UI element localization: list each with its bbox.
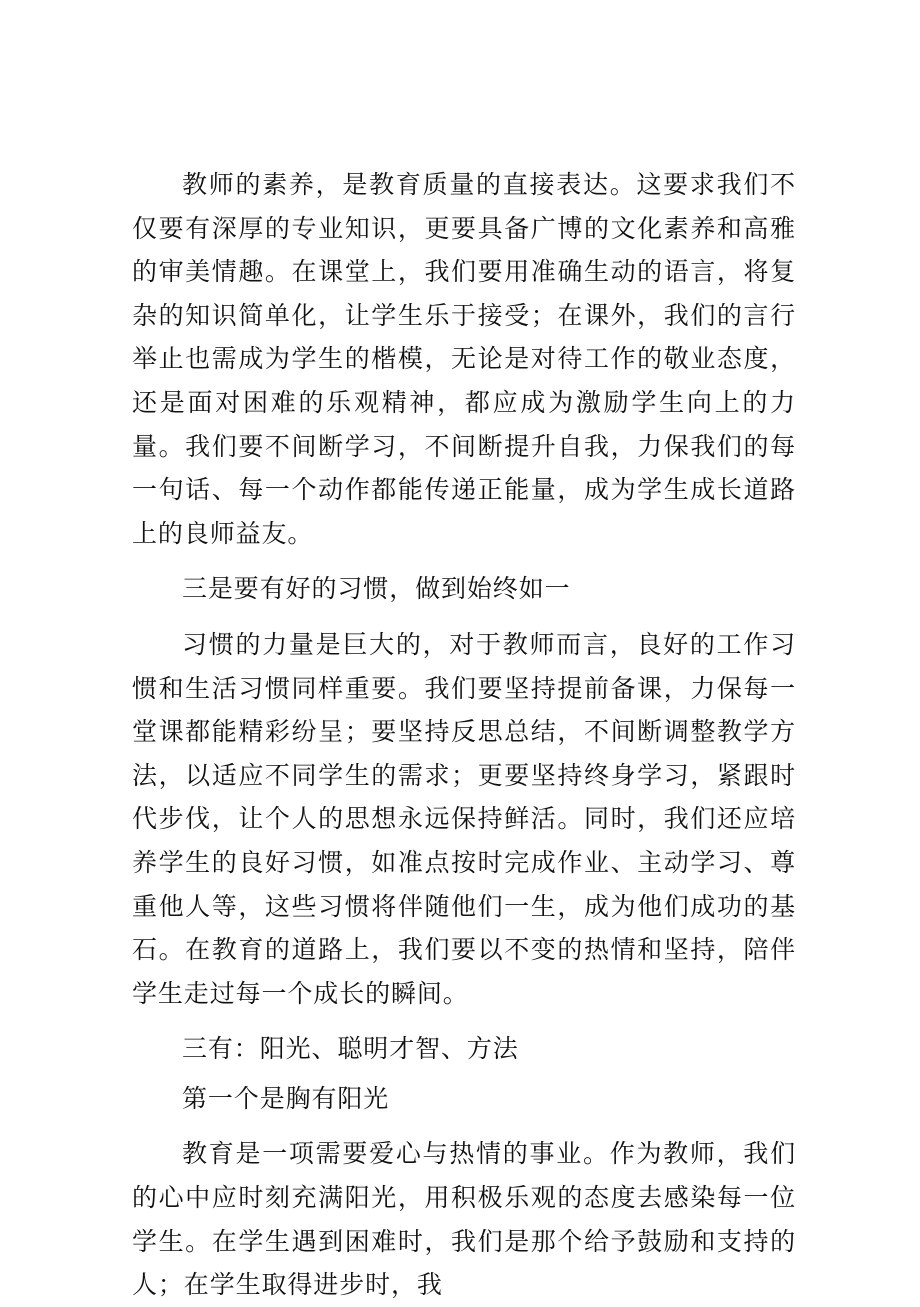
paragraph-gap <box>132 1120 796 1132</box>
paragraph-habits: 习惯的力量是巨大的，对于教师而言，良好的工作习惯和生活习惯同样重要。我们要坚持提前备课，力保每一堂课都能精彩纷呈；要坚持反思总结，不间断调整教学方法，以适应不同学生的需求；更要坚持终身学习，紧跟时代步伐，让个人的思想永远保持鲜活。同时，我们还应培养学生的良好习惯，如准点按时完成作业、主动学习、尊重他人等，这些习惯将伴随他们一生，成为他们成功的基石。在教育的道路上，我们要以不变的热情和坚持，陪伴学生走过每一个成长的瞬间。 <box>132 629 796 1008</box>
paragraph-gap <box>132 1015 796 1027</box>
document-page <box>132 163 796 1307</box>
paragraph-gap <box>132 611 796 623</box>
heading-three-haves: 三有：阳光、聪明才智、方法 <box>182 1034 519 1064</box>
heading-good-habits: 三是要有好的习惯，做到始终如一 <box>182 574 571 604</box>
heading-sunshine: 第一个是胸有阳光 <box>182 1083 390 1113</box>
paragraph-gap <box>132 555 796 567</box>
paragraph-sunshine: 教育是一项需要爱心与热情的事业。作为教师，我们的心中应时刻充满阳光，用积极乐观的态度去感染每一位学生。在学生遇到困难时，我们是那个给予鼓励和支持的人；在学生取得进步时，我 <box>132 1139 796 1300</box>
paragraph-teacher-quality: 教师的素养，是教育质量的直接表达。这要求我们不仅要有深厚的专业知识，更要具备广博的文化素养和高雅的审美情趣。在课堂上，我们要用准确生动的语言，将复杂的知识简单化，让学生乐于接受；在课外，我们的言行举止也需成为学生的楷模，无论是对待工作的敬业态度，还是面对困难的乐观精神，都应成为激励学生向上的力量。我们要不间断学习，不间断提升自我，力保我们的每一句话、每一个动作都能传递正能量，成为学生成长道路上的良师益友。 <box>132 170 796 548</box>
